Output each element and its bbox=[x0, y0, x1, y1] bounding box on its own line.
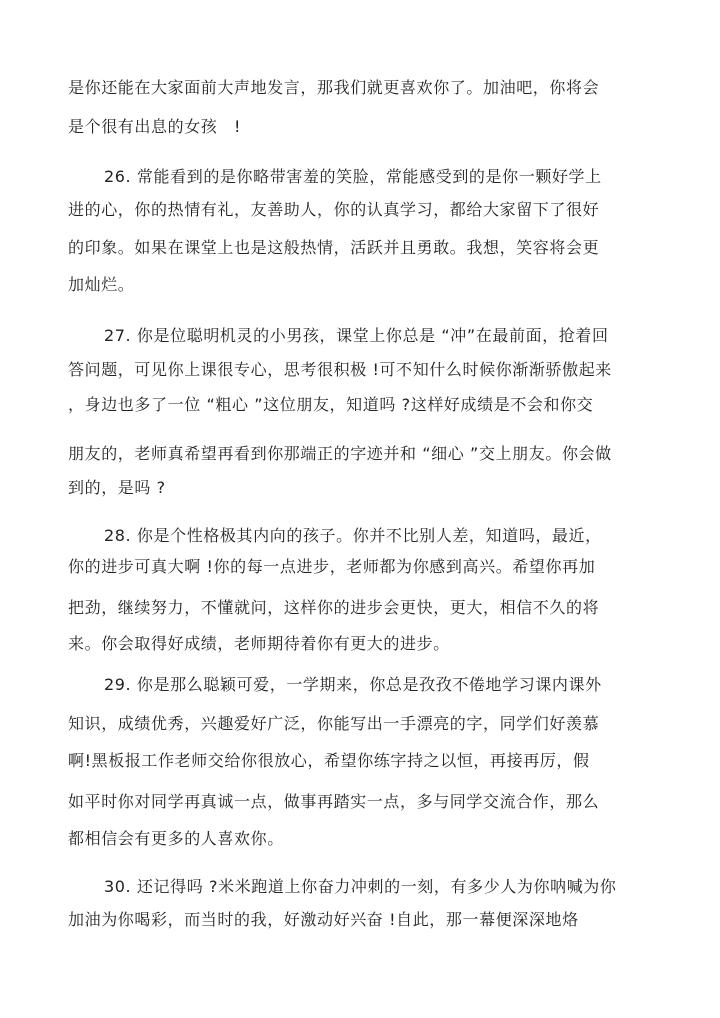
text-line: ，身边也多了一位 “粗心 ”这位朋友，知道吗 ?这样好成绩是不会和你交 bbox=[68, 395, 594, 414]
text-line: 来。你会取得好成绩，老师期待着你有更大的进步。 bbox=[68, 634, 450, 653]
paragraph-29-line: 29. 你是那么聪颖可爱，一学期来，你总是孜孜不倦地学习课内课外 bbox=[104, 675, 602, 694]
text-line: 进的心，你的热情有礼，友善助人，你的认真学习，都给大家留下了很好 bbox=[68, 200, 600, 219]
text-line: 都相信会有更多的人喜欢你。 bbox=[68, 829, 284, 848]
paragraph-26-line: 26. 常能看到的是你略带害羞的笑脸，常能感受到的是你一颗好学上 bbox=[104, 167, 602, 186]
paragraph-27-line: 27. 你是位聪明机灵的小男孩，课堂上你总是 “冲”在最前面，抢着回 bbox=[104, 326, 609, 345]
text-line: 加灿烂。 bbox=[68, 275, 135, 294]
text-line: 你的进步可真大啊 !你的每一点进步，老师都为你感到高兴。希望你再加 bbox=[68, 557, 596, 576]
text-line: 知识，成绩优秀，兴趣爱好广泛，你能写出一手漂亮的字，同学们好羡慕 bbox=[68, 714, 600, 733]
text-line: 啊!黑板报工作老师交给你很放心，希望你练字持之以恒，再接再厉，假 bbox=[68, 751, 590, 770]
text-line: 是个很有出息的女孩 ! bbox=[68, 117, 242, 136]
paragraph-28-line: 28. 你是个性格极其内向的孩子。你并不比别人差，知道吗，最近， bbox=[104, 526, 602, 545]
text-line: 到的，是吗 ? bbox=[68, 478, 166, 497]
text-line: 朋友的，老师真希望再看到你那端正的字迹并和 “细心 ”交上朋友。你会做 bbox=[68, 444, 612, 463]
text-line: 加油为你喝彩，而当时的我，好激动好兴奋 !自此，那一幕便深深地烙 bbox=[68, 910, 579, 929]
text-line: 的印象。如果在课堂上也是这般热情，活跃并且勇敢。我想，笑容将会更 bbox=[68, 238, 600, 257]
text-line: 把劲，继续努力，不懂就问，这样你的进步会更快，更大，相信不久的将 bbox=[68, 598, 600, 617]
text-line: 是你还能在大家面前大声地发言，那我们就更喜欢你了。加油吧，你将会 bbox=[68, 78, 600, 97]
text-line: 如平时你对同学再真诚一点，做事再踏实一点，多与同学交流合作，那么 bbox=[68, 792, 600, 811]
paragraph-30-line: 30. 还记得吗 ?米米跑道上你奋力冲刺的一刻，有多少人为你呐喊为你 bbox=[104, 877, 617, 896]
text-line: 答问题，可见你上课很专心，思考很积极 !可不知什么时候你渐渐骄傲起来 bbox=[68, 360, 612, 379]
